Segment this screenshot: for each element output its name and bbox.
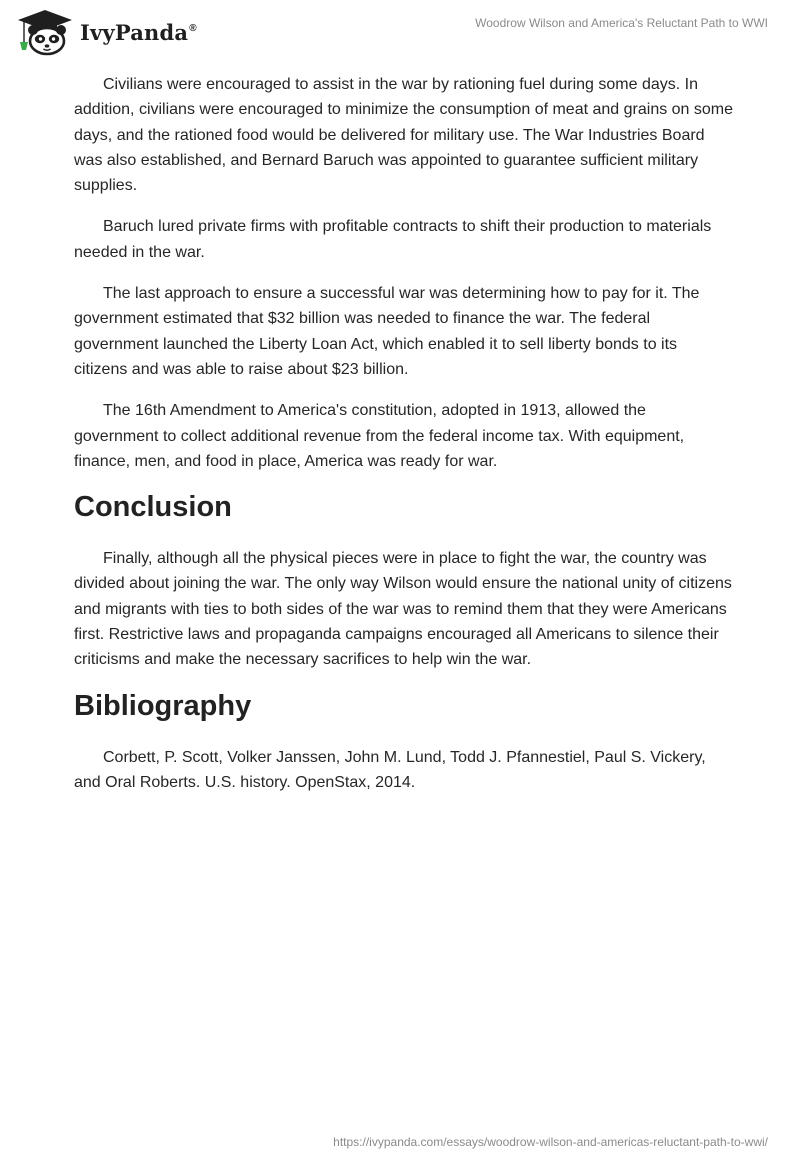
panda-graduate-icon bbox=[14, 6, 76, 56]
source-url-link[interactable]: https://ivypanda.com/essays/woodrow-wilson-and-americas-reluctant-path-to-wwi/ bbox=[333, 1135, 768, 1149]
essay-content bbox=[74, 72, 734, 811]
conclusion-heading: Conclusion bbox=[74, 491, 232, 524]
bibliography-heading: Bibliography bbox=[74, 689, 252, 722]
body-paragraph: The last approach to ensure a successful war was determining how to pay for it. The government estimated that $32 billion was needed to finance the war. The federal government launched the Liberty Loan Act, which enabled it to sell liberty bonds to its citizens and was able to raise about $23 billion. bbox=[74, 285, 700, 378]
conclusion-paragraph: Finally, although all the physical pieces were in place to fight the war, the country was divided about joining the war. The only way Wilson would ensure the national unity of citizens and migrants with ties to both sides of the war was to remind them that they were Americans first. Restrictive laws and propaganda campaigns encouraged all Americans to silence their criticisms and make the necessary sacrifices to help win the war. bbox=[74, 550, 732, 669]
body-paragraph: Civilians were encouraged to assist in the war by rationing fuel during some days. In addition, civilians were encouraged to minimize the consumption of meat and grains on some days, and the rationed food would be delivered for military use. The War Industries Board was also established, and Bernard Baruch was appointed to guarantee sufficient military supplies. bbox=[74, 76, 734, 195]
bibliography-entry: Corbett, P. Scott, Volker Janssen, John M. Lund, Todd J. Pfannestiel, Paul S. Vickery, and Oral Roberts. U.S. history. OpenStax, 2014. bbox=[74, 748, 706, 791]
brand-name: IvyPanda® bbox=[80, 19, 197, 45]
body-paragraph: Baruch lured private firms with profitable contracts to shift their production to materials needed in the war. bbox=[74, 218, 712, 261]
registered-mark: ® bbox=[189, 22, 197, 34]
page-header bbox=[0, 0, 800, 60]
document-title: Woodrow Wilson and America's Reluctant Path to WWI bbox=[475, 16, 768, 30]
body-paragraph: The 16th Amendment to America's constitution, adopted in 1913, allowed the government to collect additional revenue from the federal income tax. With equipment, finance, men, and food in place, America was ready for war. bbox=[74, 402, 685, 470]
brand-logo[interactable] bbox=[14, 6, 197, 56]
